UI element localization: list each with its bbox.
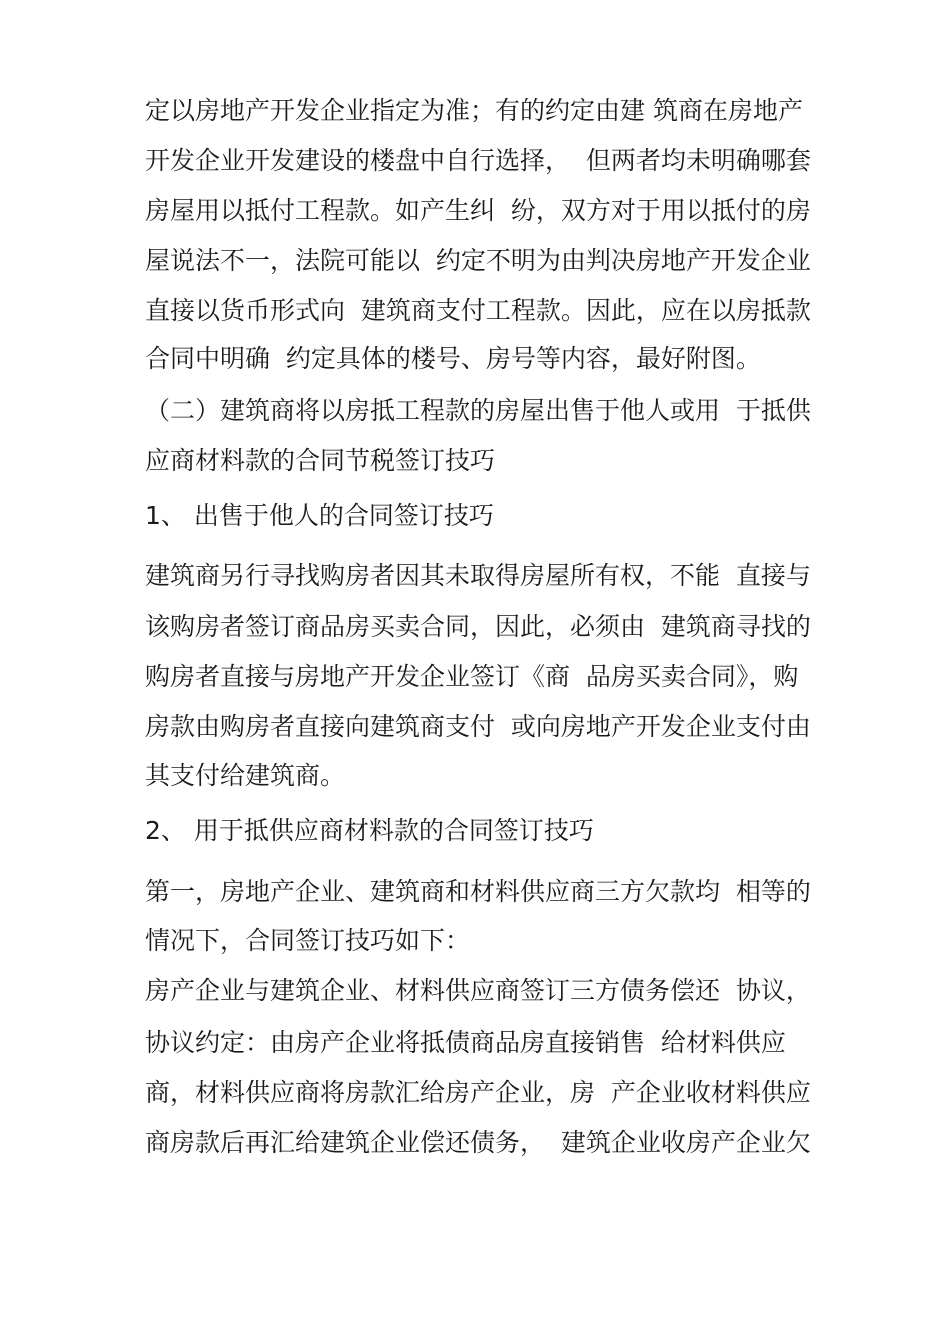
paragraph-line-12: 第一，房地产企业、建筑商和材料供应商三方欠款均 相等的 [145,877,811,906]
paragraph-line-11: 其支付给建筑商。 [145,761,346,790]
section-heading-line-1: （二）建筑商将以房抵工程款的房屋出售于他人或用 于抵供 [145,396,811,425]
paragraph-line-15: 协议约定：由房产企业将抵债商品房直接销售 给材料供应 [145,1028,786,1057]
paragraph-line-4: 屋说法不一，法院可能以 约定不明为由判决房地产开发企业 [145,246,811,275]
paragraph-line-10: 房款由购房者直接向建筑商支付 或向房地产开发企业支付由 [145,712,811,741]
paragraph-line-6: 合同中明确 约定具体的楼号、房号等内容，最好附图。 [145,344,761,373]
paragraph-line-14: 房产企业与建筑企业、材料供应商签订三方债务偿还 协议， [145,976,811,1005]
paragraph-line-5: 直接以货币形式向 建筑商支付工程款。因此，应在以房抵款 [145,296,811,325]
paragraph-line-16: 商，材料供应商将房款汇给房产企业，房 产企业收材料供应 [145,1078,811,1107]
subheading-1: 1、 出售于他人的合同签订技巧 [145,501,494,530]
paragraph-line-8: 该购房者签订商品房买卖合同，因此，必须由 建筑商寻找的 [145,612,811,641]
paragraph-line-1: 定以房地产开发企业指定为准；有的约定由建 筑商在房地产 [145,96,803,125]
paragraph-line-7: 建筑商另行寻找购房者因其未取得房屋所有权，不能 直接与 [145,561,811,590]
paragraph-line-3: 房屋用以抵付工程款。如产生纠 纷，双方对于用以抵付的房 [145,196,811,225]
paragraph-line-2: 开发企业开发建设的楼盘中自行选择， 但两者均未明确哪套 [145,146,811,175]
paragraph-line-17: 商房款后再汇给建筑企业偿还债务， 建筑企业收房产企业欠 [145,1128,811,1157]
paragraph-line-9: 购房者直接与房地产开发企业签订《商 品房买卖合同》，购 [145,662,799,691]
section-heading-line-2: 应商材料款的合同节税签订技巧 [145,446,496,475]
paragraph-line-13: 情况下，合同签订技巧如下： [145,926,471,955]
subheading-2: 2、 用于抵供应商材料款的合同签订技巧 [145,816,594,845]
